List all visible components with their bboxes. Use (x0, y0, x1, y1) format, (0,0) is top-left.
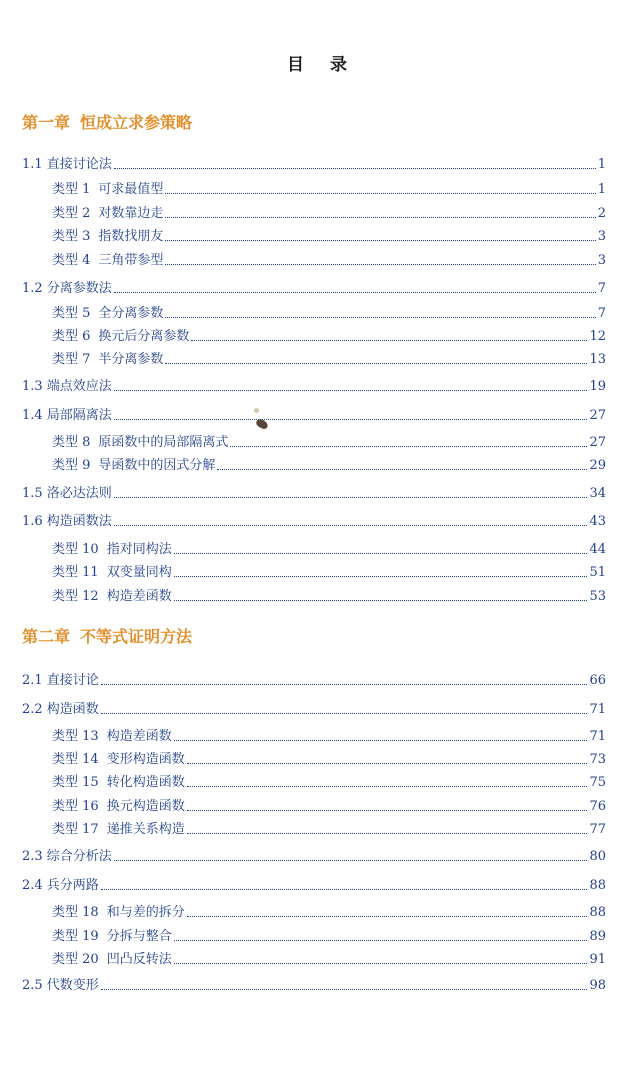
entry-title: 指数找朋友 (98, 229, 164, 244)
type-number: 类型 7 (52, 352, 91, 367)
toc-section-entry[interactable] (22, 876, 606, 896)
page-number: 27 (589, 435, 606, 450)
page-number: 53 (589, 589, 606, 604)
page-number: 91 (589, 952, 606, 967)
chapter-number: 第二章 (22, 627, 71, 646)
page-number: 73 (589, 752, 606, 767)
dot-leader (191, 339, 587, 341)
toc-type-entry[interactable] (52, 563, 606, 583)
entry-label (22, 512, 112, 532)
page-number: 1 (597, 182, 606, 197)
dot-leader (165, 192, 595, 194)
chapter-number: 第一章 (22, 113, 71, 132)
dot-leader (114, 389, 588, 391)
page-number: 19 (589, 379, 606, 394)
entry-label (52, 927, 172, 947)
entry-label (52, 750, 185, 770)
toc-type-entry[interactable] (52, 456, 606, 476)
type-number: 类型 4 (52, 253, 91, 268)
entry-label (52, 563, 172, 583)
toc-section-entry[interactable] (22, 512, 606, 532)
toc-section-entry[interactable] (22, 700, 606, 720)
entry-label (52, 304, 163, 324)
page-number: 27 (589, 408, 606, 423)
page-number: 13 (589, 352, 606, 367)
entry-label (52, 797, 185, 817)
page-number: 88 (589, 878, 606, 893)
dot-leader (230, 445, 587, 447)
toc-type-entry[interactable] (52, 797, 606, 817)
dot-leader (165, 216, 595, 218)
entry-label (52, 903, 185, 923)
page-number: 44 (589, 542, 606, 557)
type-number: 类型 12 (52, 589, 99, 604)
entry-title: 1.6 构造函数法 (22, 514, 112, 529)
type-number: 类型 18 (52, 905, 99, 920)
entry-label (52, 204, 163, 224)
dot-leader (174, 939, 588, 941)
dot-leader (187, 785, 588, 787)
toc-type-entry[interactable] (52, 180, 606, 200)
chapter-title: 恒成立求参策略 (80, 113, 193, 132)
page-number: 77 (589, 822, 606, 837)
dot-leader (174, 962, 588, 964)
dot-leader (101, 888, 588, 890)
entry-label (22, 279, 112, 299)
entry-label (22, 484, 112, 504)
entry-title: 递推关系构造 (106, 822, 185, 837)
entry-title: 指对同构法 (106, 542, 172, 557)
toc-type-entry[interactable] (52, 540, 606, 560)
dot-leader (174, 739, 588, 741)
toc-section-entry[interactable] (22, 406, 606, 426)
entry-title: 导函数中的因式分解 (98, 458, 216, 473)
entry-title: 凹凸反转法 (106, 952, 172, 967)
page-number: 75 (589, 775, 606, 790)
entry-title: 换元构造函数 (106, 799, 185, 814)
page-number: 71 (589, 729, 606, 744)
toc-type-entry[interactable] (52, 350, 606, 370)
entry-title: 2.5 代数变形 (22, 978, 99, 993)
entry-label (22, 876, 99, 896)
entry-title: 和与差的拆分 (106, 905, 185, 920)
entry-title: 变形构造函数 (106, 752, 185, 767)
dot-leader (114, 418, 588, 420)
type-number: 类型 5 (52, 306, 91, 321)
type-number: 类型 8 (52, 435, 91, 450)
type-number: 类型 10 (52, 542, 99, 557)
type-number: 类型 6 (52, 329, 91, 344)
entry-label (52, 327, 189, 347)
type-number: 类型 14 (52, 752, 99, 767)
toc-type-entry[interactable] (52, 204, 606, 224)
entry-title: 构造差函数 (106, 729, 172, 744)
toc-section-entry[interactable] (22, 279, 606, 299)
type-number: 类型 17 (52, 822, 99, 837)
toc-section-entry[interactable] (22, 671, 606, 691)
entry-title: 半分离参数 (98, 352, 164, 367)
page-number: 3 (597, 253, 606, 268)
entry-title: 1.4 局部隔离法 (22, 408, 112, 423)
page-number: 76 (589, 799, 606, 814)
toc-type-entry[interactable] (52, 727, 606, 747)
page-number: 89 (589, 929, 606, 944)
dot-leader (114, 167, 596, 169)
entry-label (52, 587, 172, 607)
page-number: 98 (589, 978, 606, 993)
entry-label (22, 671, 99, 691)
entry-title: 1.5 洛必达法则 (22, 486, 112, 501)
type-number: 类型 16 (52, 799, 99, 814)
dot-leader (101, 712, 588, 714)
entry-title: 2.3 综合分析法 (22, 849, 112, 864)
entry-title: 转化构造函数 (106, 775, 185, 790)
entry-label (52, 773, 185, 793)
entry-label (52, 227, 163, 247)
page-number: 3 (597, 229, 606, 244)
dot-leader (174, 575, 588, 577)
type-number: 类型 9 (52, 458, 91, 473)
toc-type-entry[interactable] (52, 820, 606, 840)
entry-title: 双变量同构 (106, 565, 172, 580)
dot-leader (165, 263, 595, 265)
page-number: 51 (589, 565, 606, 580)
dot-leader (165, 239, 595, 241)
entry-title: 2.4 兵分两路 (22, 878, 99, 893)
entry-label (52, 350, 163, 370)
type-number: 类型 19 (52, 929, 99, 944)
entry-label (52, 180, 163, 200)
toc-type-entry[interactable] (52, 327, 606, 347)
page-number: 12 (589, 329, 606, 344)
toc-section-entry[interactable] (22, 976, 606, 996)
entry-label (22, 700, 99, 720)
entry-title: 可求最值型 (98, 182, 164, 197)
entry-label (52, 540, 172, 560)
entry-title: 三角带参型 (98, 253, 164, 268)
toc-type-entry[interactable] (52, 227, 606, 247)
page-number: 7 (597, 306, 606, 321)
dot-leader (165, 362, 587, 364)
entry-label (52, 950, 172, 970)
entry-label (22, 406, 112, 426)
toc-section-entry[interactable] (22, 484, 606, 504)
toc-section-entry[interactable] (22, 847, 606, 867)
toc-type-entry[interactable] (52, 251, 606, 271)
toc-section-entry[interactable] (22, 155, 606, 175)
entry-title: 1.1 直接讨论法 (22, 157, 112, 172)
dot-leader (187, 832, 588, 834)
dot-leader (114, 496, 588, 498)
entry-label (22, 155, 112, 175)
entry-label (52, 433, 228, 453)
toc-type-entry[interactable] (52, 950, 606, 970)
toc-type-entry[interactable] (52, 927, 606, 947)
entry-label (52, 820, 185, 840)
dot-leader (114, 859, 588, 861)
entry-title: 构造差函数 (106, 589, 172, 604)
dot-leader (165, 316, 595, 318)
dot-leader (187, 762, 588, 764)
toc-type-entry[interactable] (52, 433, 606, 453)
dot-leader (174, 552, 588, 554)
entry-title: 对数靠边走 (98, 206, 164, 221)
type-number: 类型 11 (52, 565, 99, 580)
entry-title: 全分离参数 (98, 306, 164, 321)
entry-label (22, 847, 112, 867)
page-number: 43 (589, 514, 606, 529)
toc-section-entry[interactable] (22, 377, 606, 397)
page-number: 1 (597, 157, 606, 172)
entry-label (52, 251, 163, 271)
page-number: 2 (597, 206, 606, 221)
page-number: 29 (589, 458, 606, 473)
entry-title: 2.1 直接讨论 (22, 673, 99, 688)
toc-type-entry[interactable] (52, 750, 606, 770)
entry-title: 换元后分离参数 (98, 329, 190, 344)
dot-leader (187, 915, 588, 917)
entry-title: 1.2 分离参数法 (22, 281, 112, 296)
type-number: 类型 2 (52, 206, 91, 221)
page-number: 88 (589, 905, 606, 920)
toc-type-entry[interactable] (52, 587, 606, 607)
page-number: 34 (589, 486, 606, 501)
chapter-title: 不等式证明方法 (80, 627, 193, 646)
toc-type-entry[interactable] (52, 903, 606, 923)
type-number: 类型 15 (52, 775, 99, 790)
toc-type-entry[interactable] (52, 773, 606, 793)
entry-title: 原函数中的局部隔离式 (98, 435, 229, 450)
page-number: 66 (589, 673, 606, 688)
dot-leader (101, 988, 588, 990)
dot-leader (114, 524, 588, 526)
type-number: 类型 1 (52, 182, 91, 197)
entry-label (22, 377, 112, 397)
entry-title: 1.3 端点效应法 (22, 379, 112, 394)
type-number: 类型 20 (52, 952, 99, 967)
page-number: 71 (589, 702, 606, 717)
chapter-heading (22, 110, 192, 133)
type-number: 类型 3 (52, 229, 91, 244)
entry-title: 分拆与整合 (106, 929, 172, 944)
entry-label (52, 727, 172, 747)
entry-title: 2.2 构造函数 (22, 702, 99, 717)
toc-type-entry[interactable] (52, 304, 606, 324)
type-number: 类型 13 (52, 729, 99, 744)
dot-leader (101, 683, 588, 685)
dot-leader (187, 809, 588, 811)
page-title: 目 录 (287, 55, 357, 75)
chapter-heading (22, 624, 192, 647)
dot-leader (114, 291, 596, 293)
dot-leader (174, 599, 588, 601)
dot-leader (217, 468, 587, 470)
entry-label (52, 456, 215, 476)
page-number: 7 (597, 281, 606, 296)
entry-label (22, 976, 99, 996)
page-number: 80 (589, 849, 606, 864)
